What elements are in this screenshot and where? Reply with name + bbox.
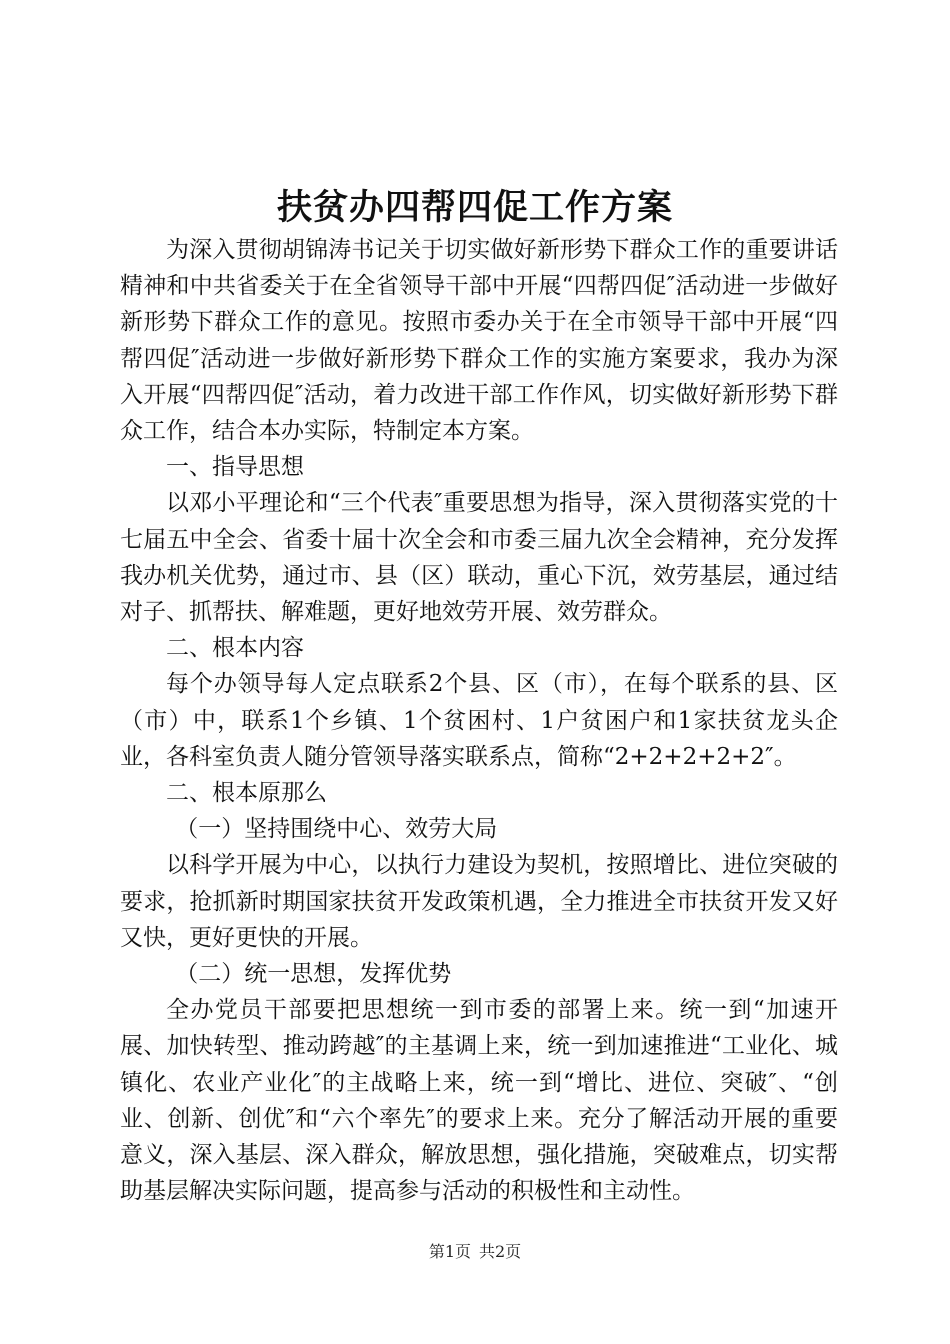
unify-thinking-paragraph: 全办党员干部要把思想统一到市委的部署上来。统一到“加速开展、加快转型、推动跨越″的主基调上来，统一到加速推进“工业化、城镇化、农业产业化″的主战略上来，统一到“增比、进位、突破″、“创业、创新、创优″和“六个率先″的要求上来。充分了解活动开展的重要意义，深入基层、深入群众，解放思想，强化措施，突破难点，切实帮助基层解决实际问题，提高参与活动的积极性和主动性。 — [120, 997, 838, 1205]
subheading-unify-thinking: （二）统一思想，发挥优势 — [175, 961, 452, 988]
guiding-ideology-paragraph: 以邓小平理论和“三个代表″重要思想为指导，深入贯彻落实党的十七届五中全会、省委十届十次全会和市委三届九次全会精神，充分发挥我办机关优势，通过市、县（区）联动，重心下沉，效劳基层，通过结对子、抓帮扶、解难题，更好地效劳开展、效劳群众。 — [120, 490, 838, 626]
focus-on-center-paragraph: 以科学开展为中心，以执行力建设为契机，按照增比、进位突破的要求，抢抓新时期国家扶贫开发政策机遇，全力推进全市扶贫开发又好又快，更好更快的开展。 — [120, 852, 838, 951]
basic-content-paragraph: 每个办领导每人定点联系2个县、区（市），在每个联系的县、区（市）中，联系1个乡镇、1个贫困村、1户贫困户和1家扶贫龙头企业，各科室负责人随分管领导落实联系点，简称“2+2+2+2+2″。 — [120, 671, 838, 770]
intro-paragraph: 为深入贯彻胡锦涛书记关于切实做好新形势下群众工作的重要讲话精神和中共省委关于在全省领导干部中开展“四帮四促″活动进一步做好新形势下群众工作的意见。按照市委办关于在全市领导干部中开展“四帮四促″活动进一步做好新形势下群众工作的实施方案要求，我办为深入开展“四帮四促″活动，着力改进干部工作作风，切实做好新形势下群众工作，结合本办实际，特制定本方案。 — [120, 237, 838, 445]
section-heading-guiding-ideology: 一、指导思想 — [166, 454, 304, 481]
document-title: 扶贫办四帮四促工作方案 — [276, 187, 673, 228]
subheading-focus-on-center: （一）坚持围绕中心、效劳大局 — [175, 816, 498, 843]
document-body — [120, 232, 838, 1209]
page-number: 第1页 — [428, 1242, 471, 1261]
page-total: 共2页 — [479, 1242, 522, 1261]
page-footer — [0, 1240, 950, 1264]
section-heading-basic-principles: 二、根本原那么 — [166, 780, 327, 807]
section-heading-basic-content: 二、根本内容 — [166, 635, 304, 662]
